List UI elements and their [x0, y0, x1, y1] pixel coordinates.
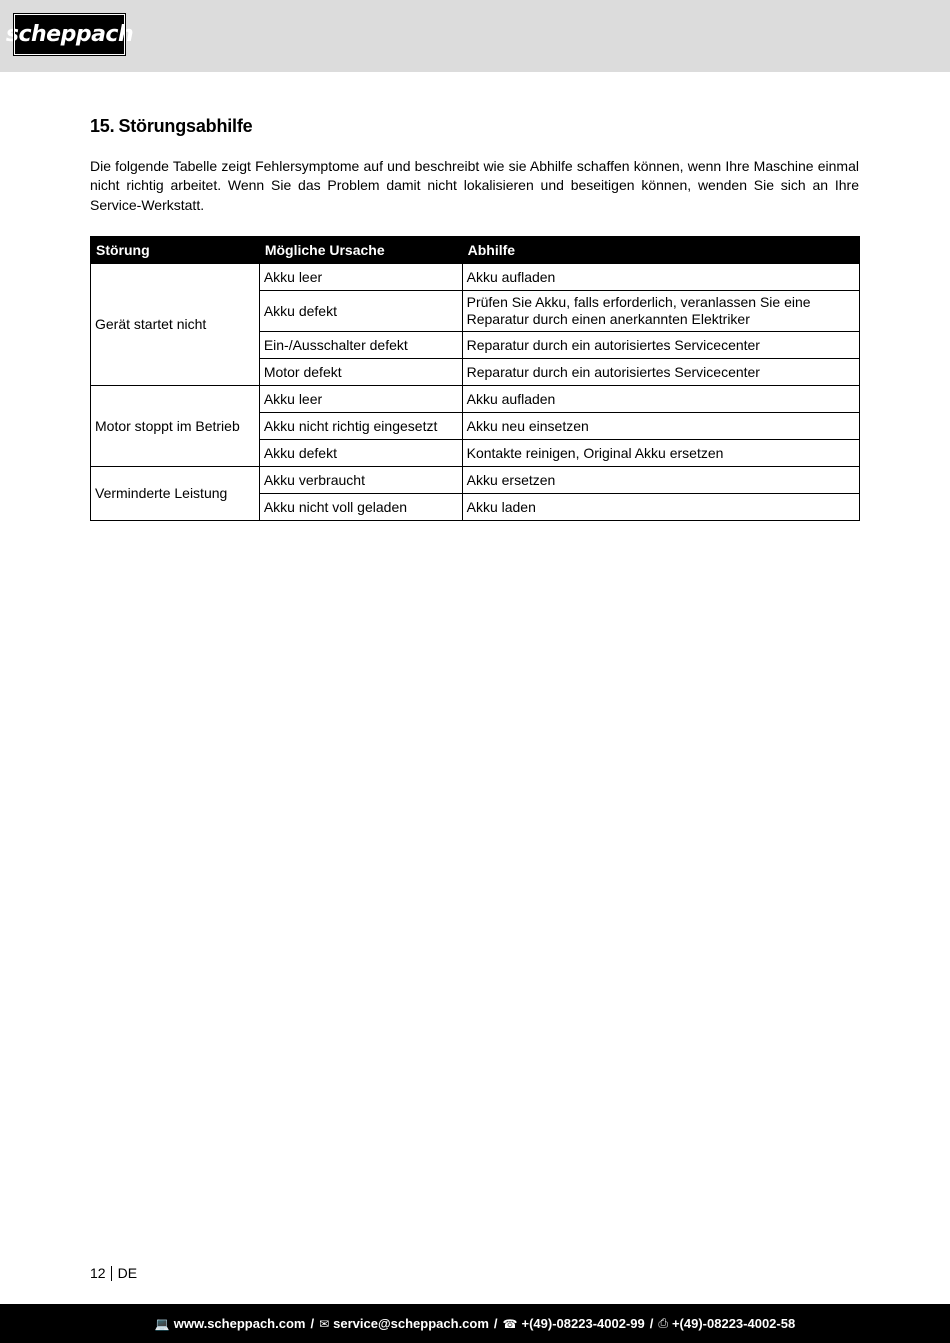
remedy-cell: Akku aufladen: [462, 386, 859, 413]
fault-cell: Gerät startet nicht: [91, 264, 260, 386]
cause-cell: Akku defekt: [259, 440, 462, 467]
cause-cell: Akku leer: [259, 264, 462, 291]
table-row: [91, 264, 860, 291]
remedy-cell: Akku ersetzen: [462, 467, 859, 494]
footer-separator: /: [493, 1316, 498, 1331]
remedy-cell: Kontakte reinigen, Original Akku ersetzen: [462, 440, 859, 467]
section-title: [90, 116, 252, 137]
remedy-cell: Prüfen Sie Akku, falls erforderlich, veranlassen Sie eine Reparatur durch einen anerkannten Elektriker: [462, 291, 859, 332]
phone-icon: ☎: [502, 1316, 518, 1331]
cause-cell: Akku nicht richtig eingesetzt: [259, 413, 462, 440]
cause-cell: Akku leer: [259, 386, 462, 413]
header-cause: Mögliche Ursache: [259, 237, 462, 264]
remedy-cell: Akku laden: [462, 494, 859, 521]
page-language: DE: [117, 1265, 138, 1281]
page-number: [90, 1265, 137, 1281]
mail-icon: ✉: [319, 1316, 330, 1331]
table-header-row: [91, 237, 860, 264]
cause-cell: Motor defekt: [259, 359, 462, 386]
cause-cell: Ein-/Ausschalter defekt: [259, 332, 462, 359]
table-row: [91, 467, 860, 494]
remedy-cell: Akku aufladen: [462, 264, 859, 291]
page-number-divider: [111, 1266, 112, 1281]
computer-icon: 💻: [154, 1316, 170, 1331]
page-number-value: 12: [90, 1265, 106, 1281]
remedy-cell: Reparatur durch ein autorisiertes Servicecenter: [462, 359, 859, 386]
scheppach-logo: scheppach: [14, 14, 125, 55]
header-remedy: Abhilfe: [462, 237, 859, 264]
footer-phone: +(49)-08223-4002-99: [521, 1316, 645, 1331]
section-number: 15.: [90, 116, 115, 136]
remedy-cell: Reparatur durch ein autorisiertes Servicecenter: [462, 332, 859, 359]
header-band: [0, 0, 950, 72]
footer-separator: /: [310, 1316, 315, 1331]
intro-paragraph: Die folgende Tabelle zeigt Fehlersymptome auf und beschreibt wie sie Abhilfe schaffen können, wenn Ihre Maschine einmal nicht richtig arbeitet. Wenn Sie das Problem damit nicht lokalisieren und beseitigen können, wenden Sie sich an Ihre Service-Werkstatt.: [90, 158, 859, 213]
troubleshooting-table: [90, 236, 860, 521]
table-row: [91, 386, 860, 413]
cause-cell: Akku defekt: [259, 291, 462, 332]
header-fault: Störung: [91, 237, 260, 264]
footer-fax: +(49)-08223-4002-58: [671, 1316, 796, 1331]
footer-separator: /: [649, 1316, 654, 1331]
footer-website-link[interactable]: www.scheppach.com: [173, 1316, 306, 1331]
fault-cell: Verminderte Leistung: [91, 467, 260, 521]
section-title-text: Störungsabhilfe: [118, 116, 253, 136]
cause-cell: Akku verbraucht: [259, 467, 462, 494]
footer-email-link[interactable]: service@scheppach.com: [333, 1316, 489, 1331]
cause-cell: Akku nicht voll geladen: [259, 494, 462, 521]
fault-cell: Motor stoppt im Betrieb: [91, 386, 260, 467]
remedy-cell: Akku neu einsetzen: [462, 413, 859, 440]
fax-icon: ⎙: [658, 1316, 668, 1330]
footer-contact-bar: [0, 1304, 950, 1343]
